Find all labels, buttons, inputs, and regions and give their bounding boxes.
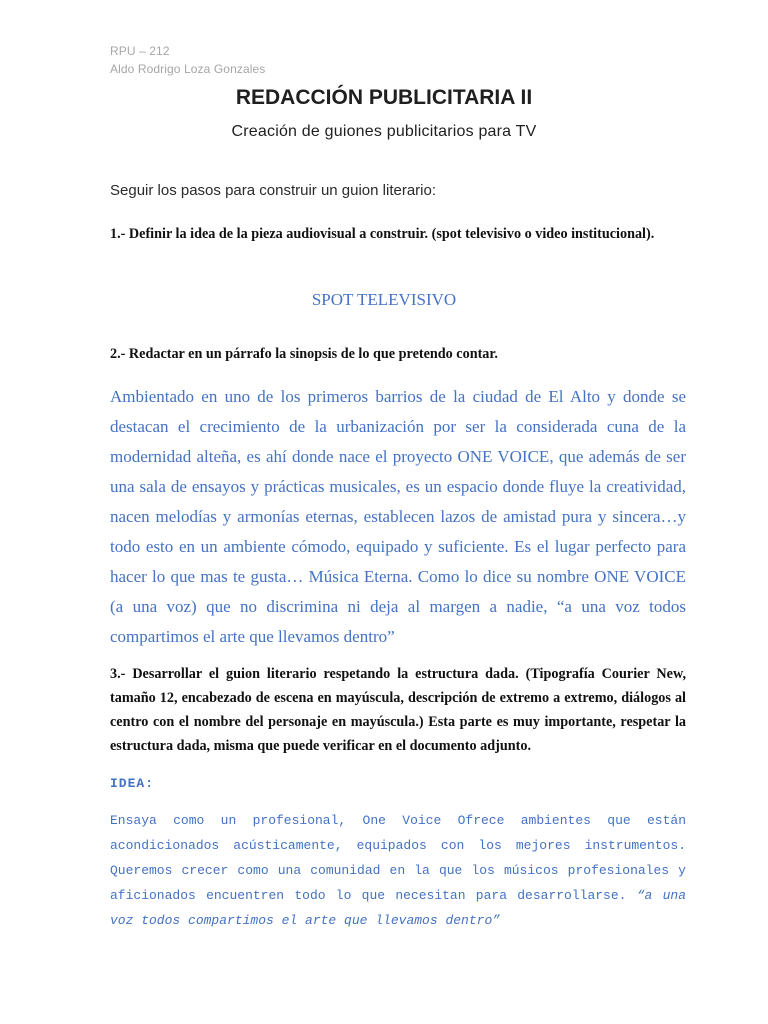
spot-heading: SPOT TELEVISIVO	[311, 290, 457, 309]
header-course-code: RPU – 212	[110, 44, 170, 58]
intro-text: Seguir los pasos para construir un guion literario:	[110, 182, 437, 199]
idea-body: Ensaya como un profesional, One Voice Ofrece ambientes que están acondicionados acústicamente, equipados con los mejores instrumentos. Queremos crecer como una comunidad en la que los músicos profesionales y aficionados encuentren todo lo que necesitan para desarrollarse.	[110, 813, 686, 903]
step-3-text: 3.- Desarrollar el guion literario respetando la estructura dada. (Tipografía Courier New, tamaño 12, encabezado de escena en mayúscula, descripción de extremo a extremo, diálogos al centro con el nombre del personaje en mayúscula.) Esta parte es muy importante, respetar la estructura dada, misma que puede verificar en el documento adjunto.	[110, 666, 686, 754]
document-title: REDACCIÓN PUBLICITARIA II	[235, 86, 533, 109]
idea-paragraph	[110, 808, 686, 933]
header-author: Aldo Rodrigo Loza Gonzales	[110, 62, 266, 76]
step-1-text: 1.- Definir la idea de la pieza audiovisual a construir. (spot televisivo o video institucional).	[110, 226, 655, 242]
document-subtitle: Creación de guiones publicitarios para TV	[231, 123, 537, 140]
idea-label: IDEA:	[110, 776, 155, 791]
step-2-text: 2.- Redactar en un párrafo la sinopsis de lo que pretendo contar.	[110, 346, 498, 362]
synopsis-paragraph: Ambientado en uno de los primeros barrios de la ciudad de El Alto y donde se destacan el crecimiento de la urbanización por ser la considerada cuna de la modernidad alteña, es ahí donde nace el proyecto ONE VOICE, que además de ser una sala de ensayos y prácticas musicales, es un espacio donde fluye la creatividad, nacen melodías y armonías eternas, establecen lazos de amistad pura y sincera…y todo esto en un ambiente cómodo, equipado y suficiente. Es el lugar perfecto para hacer lo que mas te gusta… Música Eterna. Como lo dice su nombre ONE VOICE (a una voz) que no discrimina ni deja al margen a nadie, “a una voz todos compartimos el arte que llevamos dentro”	[110, 387, 686, 646]
idea-quote: “a una voz todos compartimos el arte que llevamos dentro”	[110, 888, 686, 928]
